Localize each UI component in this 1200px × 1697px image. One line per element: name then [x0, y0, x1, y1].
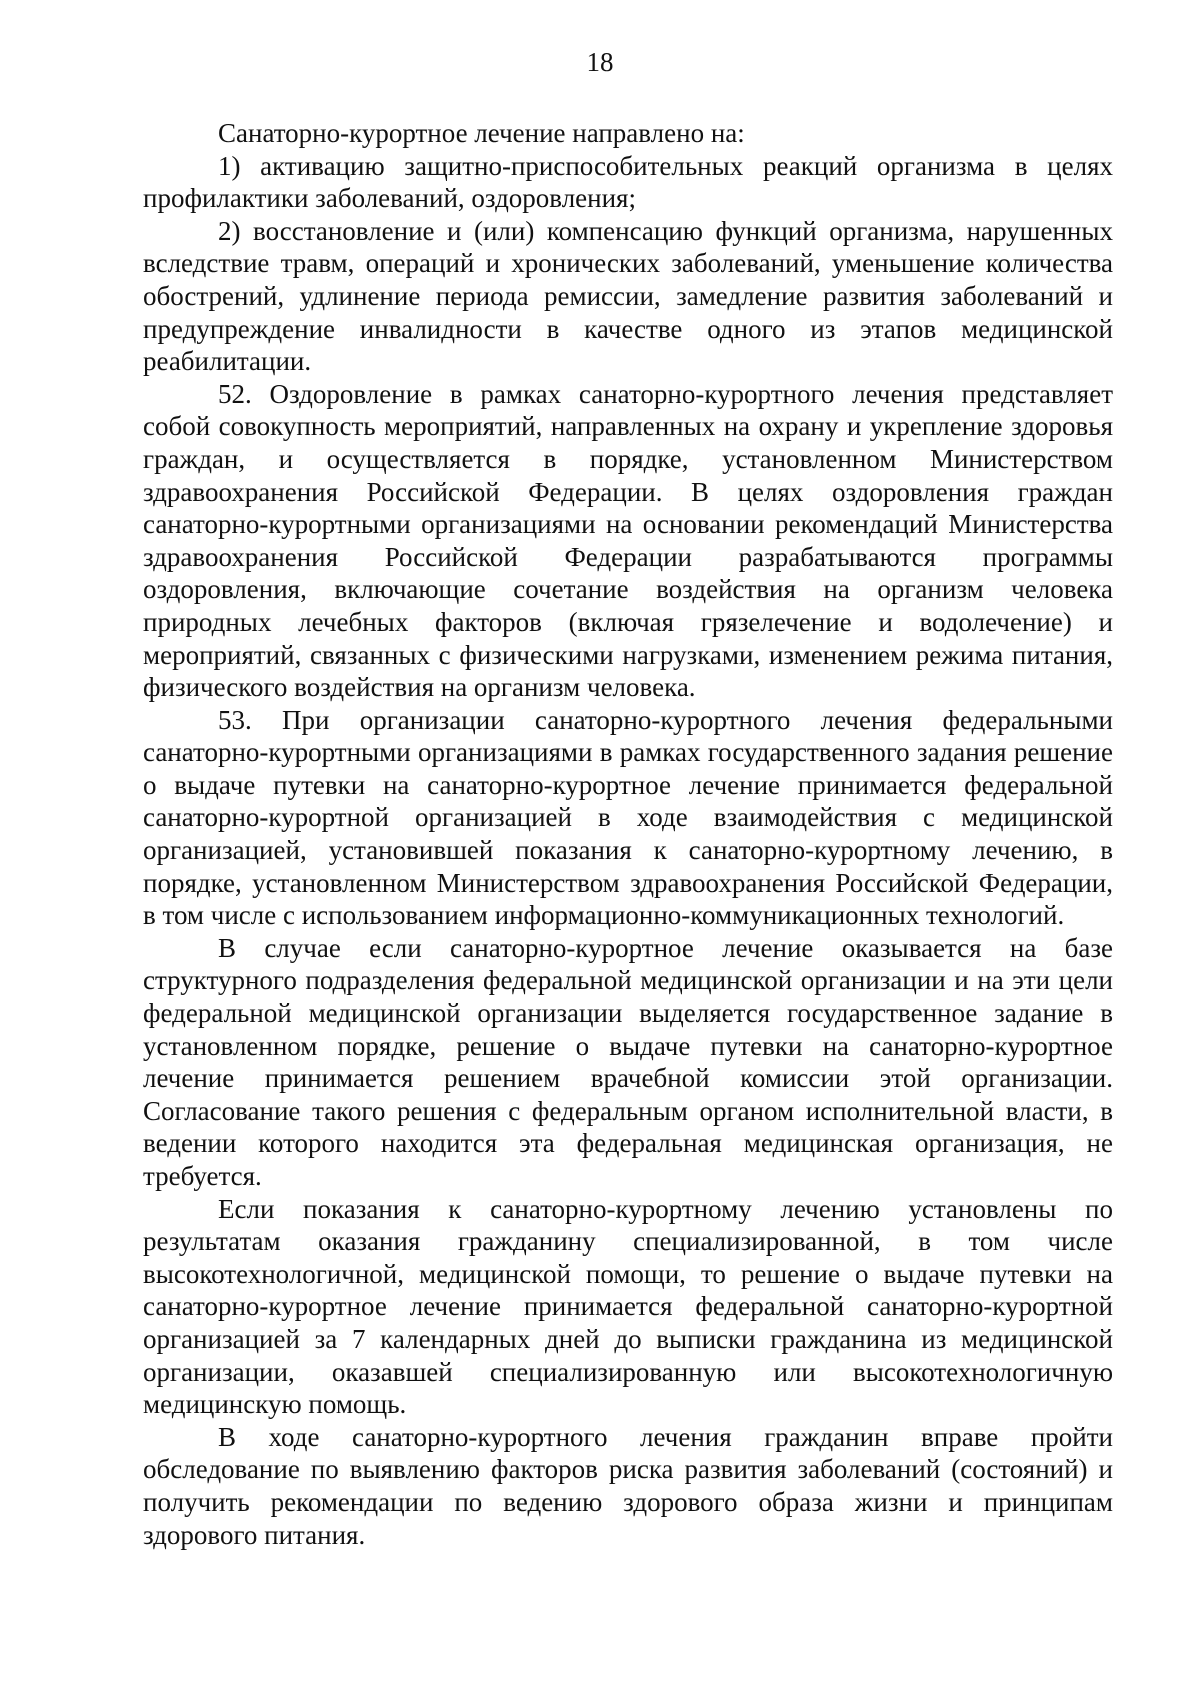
paragraph-examination: В ходе санаторно-курортного лечения гражданин вправе пройти обследование по выявлению факторов риска развития заболеваний (состояний) и получить рекомендации по ведению здорового образа жизни и принципам здорового питания.	[143, 1421, 1113, 1550]
paragraph-specialized-care: Если показания к санаторно-курортному лечению установлены по результатам оказания гражданину специализированной, в том числе высокотехнологичной, медицинской помощи, то решение о выдаче путевки на санаторно-курортное лечение принимается федеральной санаторно-курортной организацией за 7 календарных дней до выписки гражданина из медицинской организации, оказавшей специализированную или высокотехнологичную медицинскую помощь.	[143, 1193, 1113, 1420]
paragraph-52: 52. Оздоровление в рамках санаторно-курортного лечения представляет собой совокупность мероприятий, направленных на охрану и укрепление здоровья граждан, и осуществляется в порядке, установленном Министерством здравоохранения Российской Федерации. В целях оздоровления граждан санаторно-курортными организациями на основании рекомендаций Министерства здравоохранения Российской Федерации разрабатываются программы оздоровления, включающие сочетание воздействия на организм человека природных лечебных факторов (включая грязелечение и водолечение) и мероприятий, связанных с физическими нагрузками, изменением режима питания, физического воздействия на организм человека.	[143, 378, 1113, 703]
paragraph-structural-unit: В случае если санаторно-курортное лечение оказывается на базе структурного подразделения федеральной медицинской организации и на эти цели федеральной медицинской организации выделяется государственное задание в установленном порядке, решение о выдаче путевки на санаторно-курортное лечение принимается решением врачебной комиссии этой организации. Согласование такого решения с федеральным органом исполнительной власти, в ведении которого находится эта федеральная медицинская организация, не требуется.	[143, 932, 1113, 1191]
paragraph-53: 53. При организации санаторно-курортного лечения федеральными санаторно-курортными организациями в рамках государственного задания решение о выдаче путевки на санаторно-курортное лечение принимается федеральной санаторно-курортной организацией в ходе взаимодействия с медицинской организацией, установившей показания к санаторно-курортному лечению, в порядке, установленном Министерством здравоохранения Российской Федерации, в том числе с использованием информационно-коммуникационных технологий.	[143, 704, 1113, 931]
document-body	[143, 117, 1113, 1551]
paragraph-item-1: 1) активацию защитно-приспособительных реакций организма в целях профилактики заболеваний, оздоровления;	[143, 150, 1113, 214]
paragraph-item-2: 2) восстановление и (или) компенсацию функций организма, нарушенных вследствие травм, операций и хронических заболеваний, уменьшение количества обострений, удлинение периода ремиссии, замедление развития заболеваний и предупреждение инвалидности в качестве одного из этапов медицинской реабилитации.	[143, 215, 1113, 377]
page-number: 18	[586, 47, 614, 77]
paragraph-intro: Санаторно-курортное лечение направлено на:	[218, 118, 745, 148]
